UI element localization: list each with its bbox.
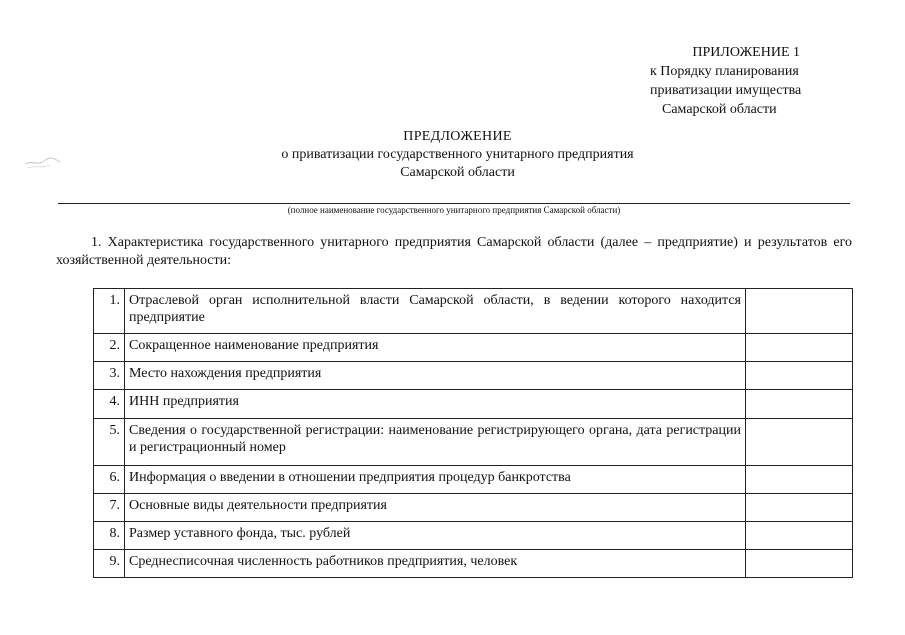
row-value-cell xyxy=(746,334,853,362)
table-row xyxy=(94,390,853,419)
title-heading: ПРЕДЛОЖЕНИЕ xyxy=(403,129,512,144)
enterprise-name-line xyxy=(58,203,850,204)
appendix-ref-line: приватизации имущества xyxy=(650,83,802,98)
enterprise-info-table xyxy=(93,288,853,578)
row-value-cell xyxy=(746,466,853,494)
appendix-header xyxy=(640,43,840,119)
document-title xyxy=(0,128,905,182)
appendix-number: ПРИЛОЖЕНИЕ 1 xyxy=(692,45,800,60)
row-number: 6. xyxy=(94,466,125,494)
row-label: Сокращенное наименование предприятия xyxy=(125,334,746,362)
row-number: 8. xyxy=(94,522,125,550)
row-value-cell xyxy=(746,362,853,390)
section-1-paragraph: 1. Характеристика государственного унитарного предприятия Самарской области (далее – предприятие) и результатов его хозяйственной деятельности: xyxy=(56,235,852,268)
row-number: 3. xyxy=(94,362,125,390)
appendix-ref-line: Самарской области xyxy=(662,102,777,117)
enterprise-name-caption: (полное наименование государственного унитарного предприятия Самарской области) xyxy=(287,205,621,215)
table-row xyxy=(94,550,853,578)
table-row xyxy=(94,494,853,522)
row-label: Информация о введении в отношении предприятия процедур банкротства xyxy=(125,466,746,494)
table-row xyxy=(94,334,853,362)
title-subheading: о приватизации государственного унитарного предприятия xyxy=(281,147,634,162)
row-label: Среднесписочная численность работников предприятия, человек xyxy=(125,550,746,578)
row-label: Размер уставного фонда, тыс. рублей xyxy=(125,522,746,550)
row-number: 4. xyxy=(94,390,125,419)
row-value-cell xyxy=(746,419,853,466)
row-label: Место нахождения предприятия xyxy=(125,362,746,390)
row-value-cell xyxy=(746,390,853,419)
table-row xyxy=(94,522,853,550)
row-value-cell xyxy=(746,494,853,522)
appendix-ref-line: к Порядку планирования xyxy=(650,64,799,79)
row-label: Отраслевой орган исполнительной власти Самарской области, в ведении которого находится предприятие xyxy=(125,289,746,334)
row-number: 9. xyxy=(94,550,125,578)
row-value-cell xyxy=(746,550,853,578)
row-value-cell xyxy=(746,289,853,334)
row-label: ИНН предприятия xyxy=(125,390,746,419)
table-row xyxy=(94,289,853,334)
row-value-cell xyxy=(746,522,853,550)
row-number: 2. xyxy=(94,334,125,362)
row-number: 1. xyxy=(94,289,125,334)
row-number: 7. xyxy=(94,494,125,522)
table-row xyxy=(94,466,853,494)
row-label: Основные виды деятельности предприятия xyxy=(125,494,746,522)
row-label: Сведения о государственной регистрации: наименование регистрирующего органа, дата регистрации и регистрационный номер xyxy=(125,419,746,466)
title-subheading: Самарской области xyxy=(400,165,515,180)
table-row xyxy=(94,362,853,390)
row-number: 5. xyxy=(94,419,125,466)
table-row xyxy=(94,419,853,466)
